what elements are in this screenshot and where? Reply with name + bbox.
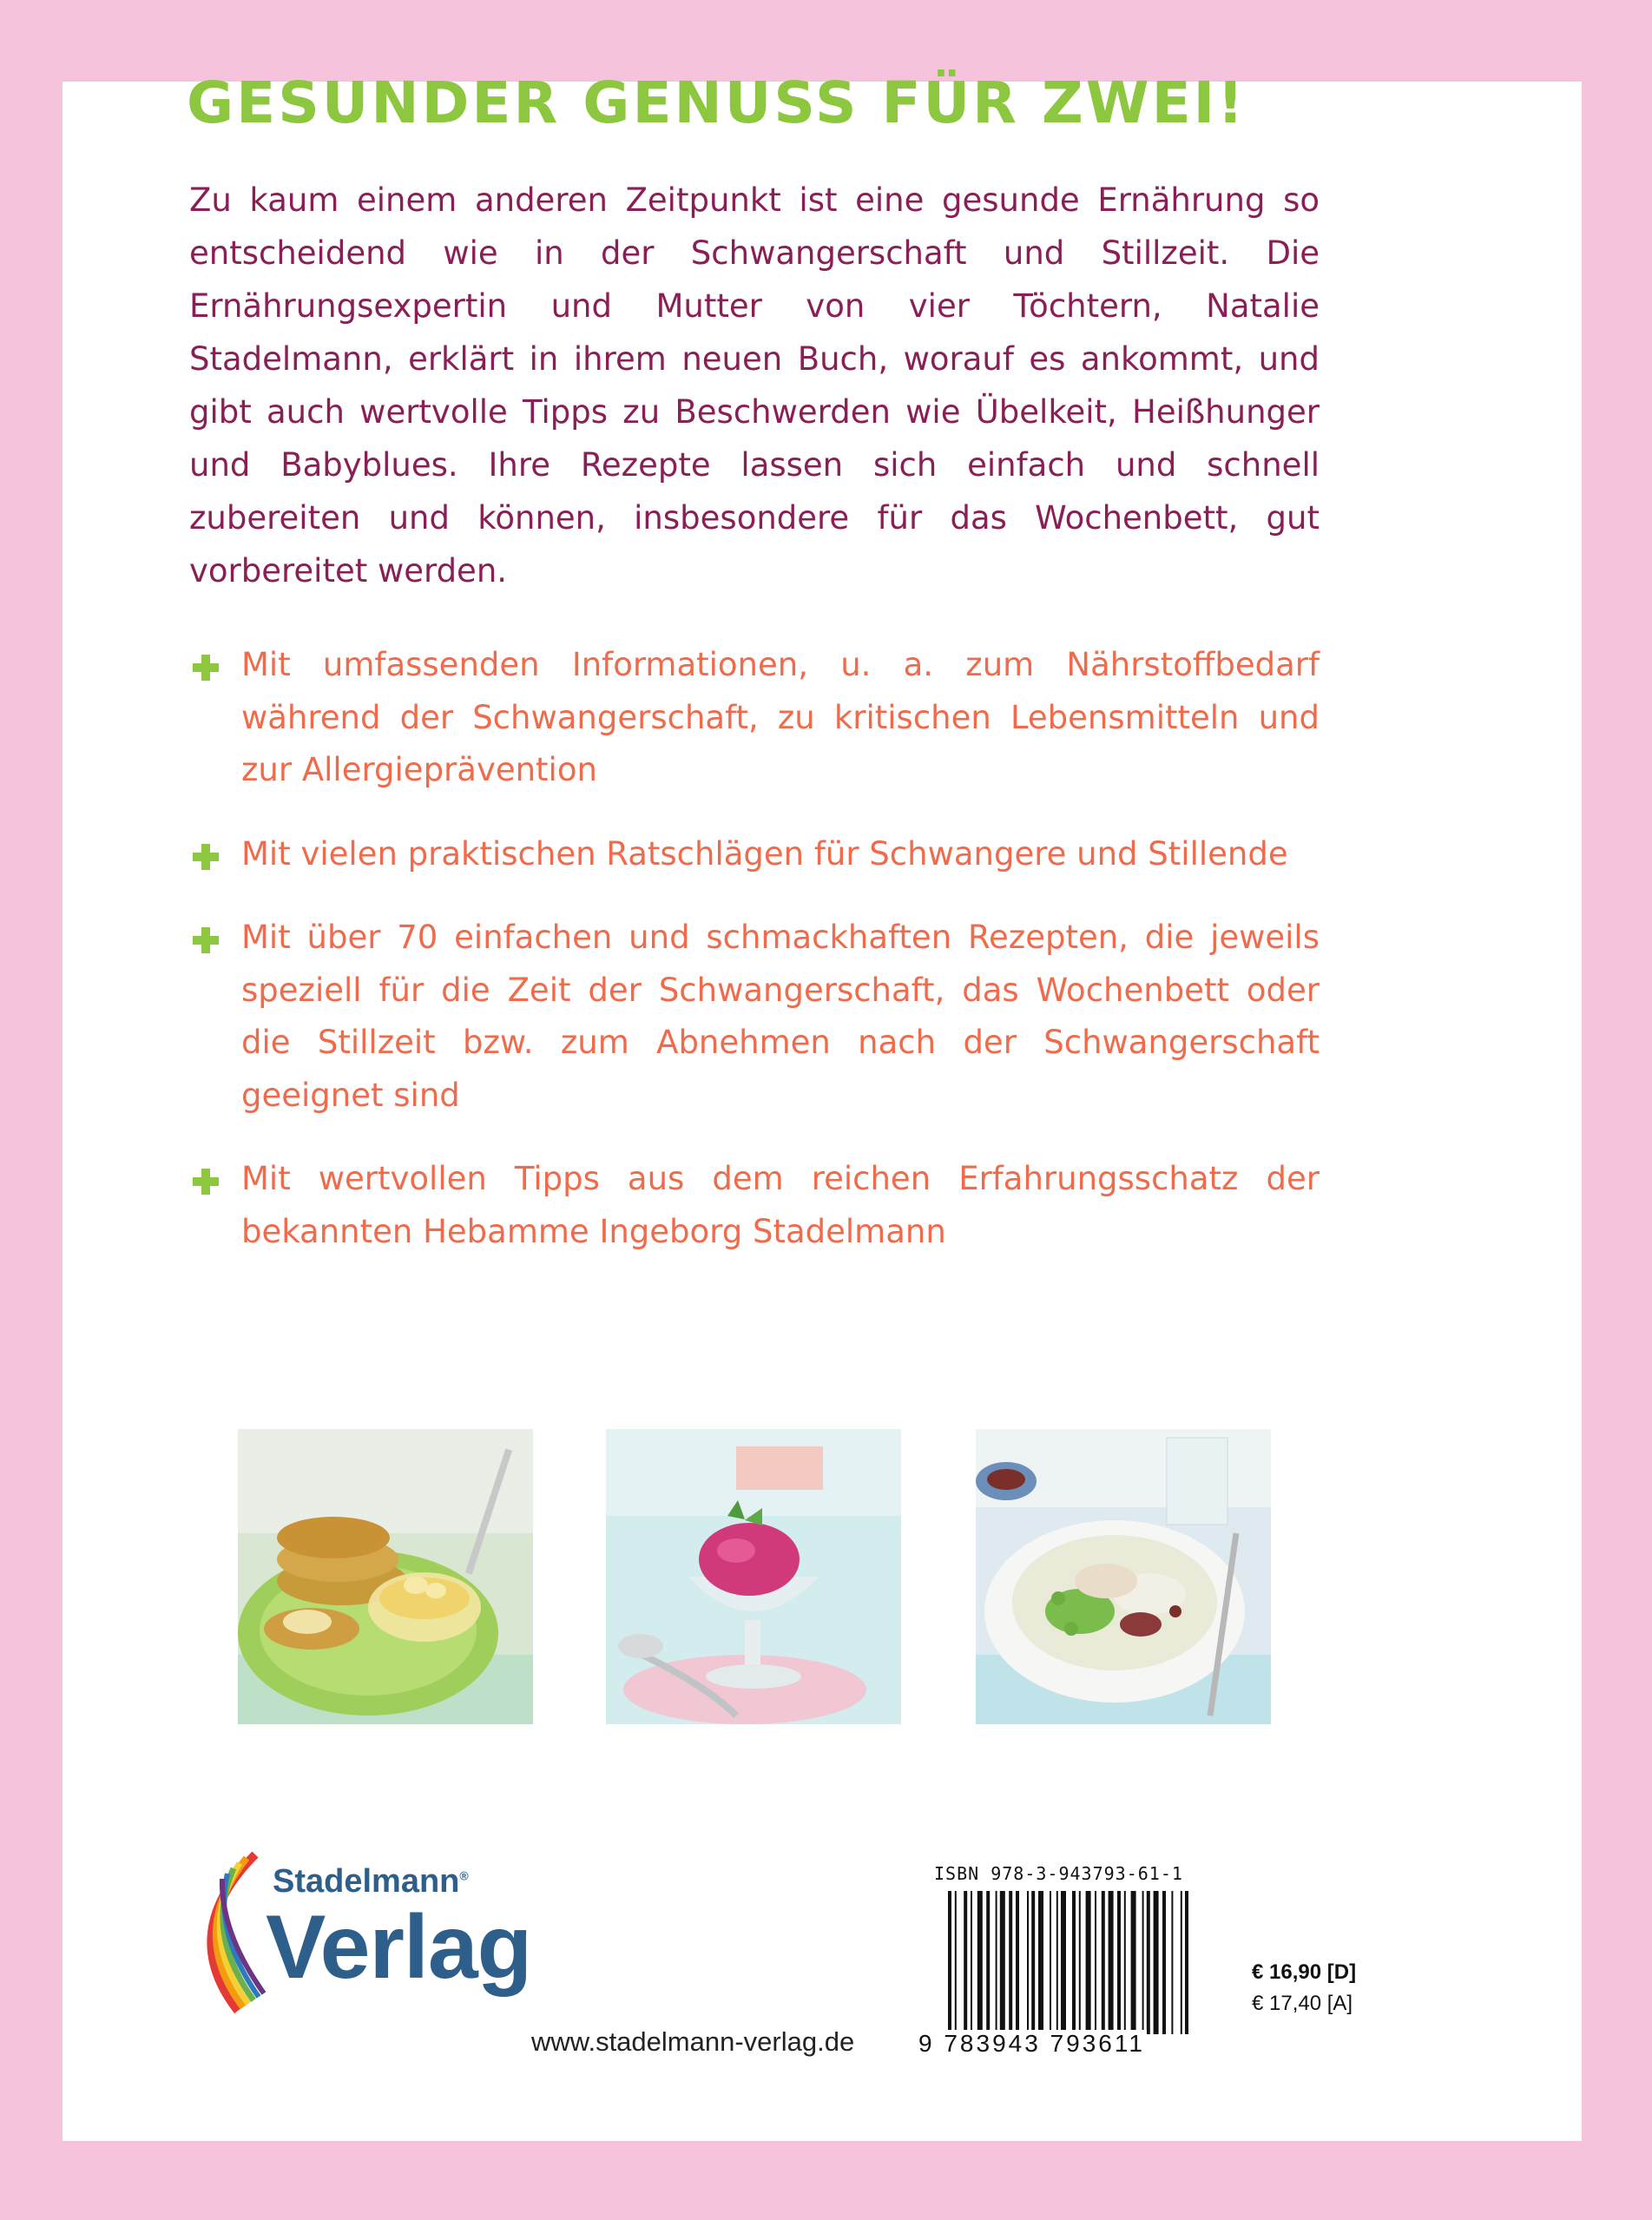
barcode-bar [1000, 1891, 1005, 2034]
plus-icon [193, 655, 219, 681]
bullet-text: Mit wertvollen Tipps aus dem reichen Erfahrungsschatz der bekannten Hebamme Ingeborg Stadelmann [241, 1160, 1320, 1250]
barcode-bar [1142, 1891, 1144, 2034]
registered-mark: ® [459, 1868, 469, 1883]
barcode-bar [1147, 1891, 1150, 2034]
barcode-bar [986, 1891, 990, 2034]
barcode-bar [964, 1891, 967, 2034]
barcode-bar [1117, 1891, 1121, 2034]
bullet-text: Mit vielen praktischen Ratschlägen für Schwangere und Stillende [241, 834, 1288, 873]
headline: GESUNDER GENUSS FÜR ZWEI! [187, 69, 1247, 136]
barcode-bar [1109, 1891, 1114, 2034]
logo-arc-icon [186, 1846, 273, 2019]
bullet-item [189, 1153, 1320, 1258]
plus-icon [193, 927, 219, 953]
bullet-text: Mit über 70 einfachen und schmackhaften Rezepten, die jeweils speziell für die Zeit der Schwangerschaft, das Wochenbett oder die Stillzeit bzw. zum Abnehmen nach der Schwangerschaft geeignet sind [241, 919, 1320, 1114]
price-austria: € 17,40 [A] [1252, 1992, 1353, 2015]
barcode-bar [1086, 1891, 1091, 2034]
barcode-bar [1038, 1891, 1043, 2034]
barcode-bar [1079, 1891, 1081, 2034]
barcode [946, 1891, 1241, 2039]
barcode-bar [1061, 1891, 1066, 2034]
bullet-list [189, 639, 1320, 1289]
plus-icon [193, 844, 219, 870]
barcode-bar [1027, 1891, 1029, 2034]
barcode-bar [948, 1891, 951, 2034]
barcode-bar [955, 1891, 957, 2034]
plus-icon [193, 1169, 219, 1195]
barcode-bar [1102, 1891, 1105, 2034]
bullet-item [189, 828, 1320, 881]
barcode-bar [1154, 1891, 1159, 2034]
barcode-bar [1016, 1891, 1019, 2034]
barcode-bar [1056, 1891, 1058, 2034]
intro-text: Zu kaum einem anderen Zeitpunkt ist eine gesunde Ernährung so entscheidend wie in der Schwangerschaft und Stillzeit. Die Ernährungsexpertin und Mutter von vier Töchtern, Natalie Stadelmann, erklärt in ihrem neuen Buch, worauf es ankommt, und gibt auch wertvolle Tipps zu Beschwerden wie Übelkeit, Heißhunger und Babyblues. Ihre Rezepte lassen sich einfach und schnell zubereiten und können, insbesondere für das Wochenbett, gut vorbereitet werden. [189, 181, 1320, 590]
barcode-bar [1171, 1891, 1173, 2034]
publisher-url: www.stadelmann-verlag.de [531, 2026, 855, 2057]
barcode-bar [1072, 1891, 1076, 2034]
barcode-number: 9 783943 793611 [918, 2030, 1145, 2057]
barcode-bar [996, 1891, 997, 2034]
logo-name-text: Stadelmann [273, 1863, 460, 1900]
photo-ice-cream [606, 1429, 901, 1724]
bullet-item [189, 912, 1320, 1122]
barcode-bar [1162, 1891, 1166, 2034]
bullet-item [189, 639, 1320, 797]
bullet-text: Mit umfassenden Informationen, u. a. zum Nährstoffbedarf während der Schwangerschaft, zu kritischen Lebensmitteln und zur Allergieprävention [241, 646, 1320, 788]
barcode-bar [1181, 1891, 1182, 2034]
barcode-bar [1095, 1891, 1096, 2034]
barcode-bar [1131, 1891, 1136, 2034]
barcode-bar [1009, 1891, 1012, 2034]
barcode-bar [1185, 1891, 1188, 2034]
barcode-bar [971, 1891, 972, 2034]
barcode-bar [1124, 1891, 1126, 2034]
barcode-bar [1031, 1891, 1035, 2034]
publisher-logo [186, 1846, 637, 2019]
price-germany: € 16,90 [D] [1252, 1960, 1357, 1984]
barcode-bar [977, 1891, 983, 2034]
logo-verlag: Verlag [266, 1897, 532, 1998]
photo-potato-pancakes [238, 1429, 533, 1724]
logo-name [273, 1863, 469, 1901]
photo-salad [976, 1429, 1271, 1724]
isbn-text: ISBN 978-3-943793-61-1 [934, 1863, 1183, 1884]
barcode-bar [1050, 1891, 1051, 2034]
